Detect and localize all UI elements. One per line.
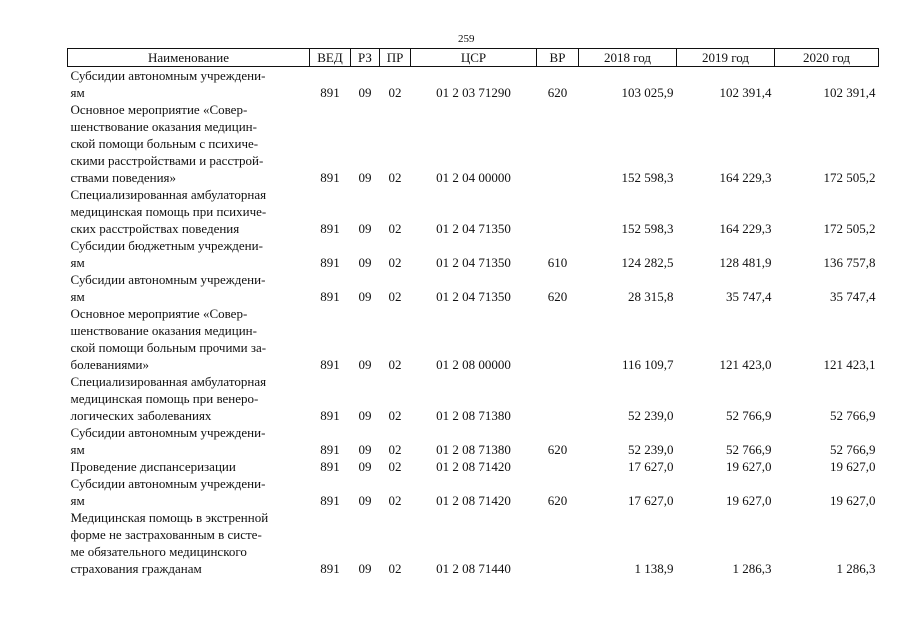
row-2019: 121 423,0 [719, 357, 772, 372]
row-2019: 19 627,0 [726, 493, 772, 508]
row-vr: 610 [547, 255, 568, 270]
row-rz: 09 [358, 357, 372, 372]
row-2020: 172 505,2 [823, 170, 876, 185]
row-ved: 891 [320, 493, 340, 508]
table-body [68, 67, 879, 578]
row-name-line: форме не застрахованным в систе- [70, 527, 262, 542]
table-row [68, 509, 879, 577]
row-2019: 52 766,9 [726, 442, 772, 457]
row-name-line: ям [70, 442, 85, 457]
row-rz: 09 [358, 255, 372, 270]
row-name-line: ских расстройствах поведения [70, 221, 240, 236]
row-2018: 152 598,3 [621, 221, 674, 236]
row-csr: 01 2 08 71420 [436, 459, 511, 474]
row-2019: 19 627,0 [726, 459, 772, 474]
row-ved: 891 [320, 561, 340, 576]
header-2018: 2018 год [579, 49, 677, 67]
row-csr: 01 2 08 71420 [436, 493, 511, 508]
row-ved: 891 [320, 85, 340, 100]
row-vr: 620 [547, 493, 568, 508]
row-name-line: Субсидии автономным учреждени- [70, 272, 266, 287]
table-row [68, 373, 879, 424]
table-row [68, 458, 879, 475]
row-name-line: ям [70, 493, 85, 508]
row-ved: 891 [320, 459, 340, 474]
row-csr: 01 2 04 00000 [436, 170, 511, 185]
header-name: Наименование [68, 49, 310, 67]
row-2018: 28 315,8 [628, 289, 674, 304]
row-2018: 116 109,7 [621, 357, 674, 372]
row-pr: 02 [388, 85, 402, 100]
row-rz: 09 [358, 170, 372, 185]
row-rz: 09 [358, 85, 372, 100]
row-name-line: ской помощи больным прочими за- [70, 340, 267, 355]
row-name-line: Медицинская помощь в экстренной [70, 510, 269, 525]
row-pr: 02 [388, 408, 402, 423]
row-2020: 35 747,4 [830, 289, 876, 304]
row-pr: 02 [388, 357, 402, 372]
header-pr: ПР [380, 49, 411, 67]
row-2020: 52 766,9 [830, 442, 876, 457]
row-rz: 09 [358, 459, 372, 474]
row-vr [537, 186, 579, 237]
row-name-line: скими расстройствами и расстрой- [70, 153, 264, 168]
row-2020: 1 286,3 [836, 561, 876, 576]
row-name-line: медицинская помощь при психиче- [70, 204, 267, 219]
row-pr: 02 [388, 221, 402, 236]
row-rz: 09 [358, 289, 372, 304]
row-2018: 52 239,0 [628, 442, 674, 457]
row-2018: 17 627,0 [628, 493, 674, 508]
row-2019: 35 747,4 [726, 289, 772, 304]
row-name [68, 271, 310, 305]
header-2020: 2020 год [775, 49, 879, 67]
row-name [68, 186, 310, 237]
row-pr: 02 [388, 170, 402, 185]
row-2019: 52 766,9 [726, 408, 772, 423]
row-vr: 620 [547, 289, 568, 304]
table-row [68, 271, 879, 305]
row-pr: 02 [388, 255, 402, 270]
row-pr: 02 [388, 289, 402, 304]
row-2018: 152 598,3 [621, 170, 674, 185]
row-name [68, 373, 310, 424]
table-row [68, 237, 879, 271]
row-2018: 103 025,9 [621, 85, 674, 100]
table-row [68, 475, 879, 509]
row-vr: 620 [547, 85, 568, 100]
row-2018: 124 282,5 [621, 255, 674, 270]
row-2019: 1 286,3 [732, 561, 772, 576]
row-name-line: ям [70, 85, 85, 100]
row-name-line: Проведение диспансеризации [70, 459, 236, 474]
row-name [68, 67, 310, 102]
row-rz: 09 [358, 493, 372, 508]
table-row [68, 424, 879, 458]
row-ved: 891 [320, 357, 340, 372]
row-name-line: ме обязательного медицинского [70, 544, 247, 559]
row-ved: 891 [320, 255, 340, 270]
row-name-line: шенствование оказания медицин- [70, 323, 257, 338]
row-csr: 01 2 08 71440 [436, 561, 511, 576]
row-name-line: Специализированная амбулаторная [70, 187, 267, 202]
row-2018: 1 138,9 [634, 561, 674, 576]
table-row [68, 101, 879, 186]
row-csr: 01 2 04 71350 [436, 221, 511, 236]
header-2019: 2019 год [677, 49, 775, 67]
row-csr: 01 2 04 71350 [436, 255, 511, 270]
row-pr: 02 [388, 459, 402, 474]
header-ved: ВЕД [310, 49, 351, 67]
row-name-line: Специализированная амбулаторная [70, 374, 267, 389]
row-ved: 891 [320, 170, 340, 185]
row-ved: 891 [320, 408, 340, 423]
row-name-line: Основное мероприятие «Совер- [70, 306, 248, 321]
row-name-line: Основное мероприятие «Совер- [70, 102, 248, 117]
row-name [68, 509, 310, 577]
row-vr [537, 101, 579, 186]
row-2020: 136 757,8 [823, 255, 876, 270]
header-row [68, 49, 879, 67]
row-2020: 19 627,0 [830, 493, 876, 508]
row-name-line: ям [70, 289, 85, 304]
row-name-line: ской помощи больным с психиче- [70, 136, 259, 151]
row-name [68, 475, 310, 509]
header-vr: ВР [537, 49, 579, 67]
row-name-line: медицинская помощь при венеро- [70, 391, 259, 406]
table-row [68, 186, 879, 237]
row-2019: 164 229,3 [719, 170, 772, 185]
row-vr [537, 458, 579, 475]
header-rz: РЗ [351, 49, 380, 67]
row-name-line: ствами поведения» [70, 170, 177, 185]
row-2020: 52 766,9 [830, 408, 876, 423]
row-2018: 17 627,0 [628, 459, 674, 474]
row-csr: 01 2 04 71350 [436, 289, 511, 304]
row-2019: 128 481,9 [719, 255, 772, 270]
table-row [68, 305, 879, 373]
row-vr [537, 509, 579, 577]
row-csr: 01 2 08 71380 [436, 442, 511, 457]
row-pr: 02 [388, 561, 402, 576]
row-csr: 01 2 08 00000 [436, 357, 511, 372]
row-name [68, 305, 310, 373]
row-2020: 121 423,1 [823, 357, 876, 372]
row-2019: 164 229,3 [719, 221, 772, 236]
row-csr: 01 2 08 71380 [436, 408, 511, 423]
row-name [68, 458, 310, 475]
row-ved: 891 [320, 289, 340, 304]
row-name-line: ям [70, 255, 85, 270]
row-2020: 19 627,0 [830, 459, 876, 474]
budget-table [67, 48, 879, 577]
page-number: 259 [458, 33, 475, 45]
row-rz: 09 [358, 221, 372, 236]
row-2019: 102 391,4 [719, 85, 772, 100]
row-rz: 09 [358, 408, 372, 423]
row-pr: 02 [388, 493, 402, 508]
row-name-line: Субсидии бюджетным учреждени- [70, 238, 263, 253]
row-name-line: Субсидии автономным учреждени- [70, 476, 266, 491]
row-name [68, 237, 310, 271]
row-name-line: Субсидии автономным учреждени- [70, 425, 266, 440]
row-2018: 52 239,0 [628, 408, 674, 423]
row-ved: 891 [320, 221, 340, 236]
row-2020: 102 391,4 [823, 85, 876, 100]
row-vr [537, 373, 579, 424]
row-name-line: болеваниями» [70, 357, 150, 372]
table-row [68, 67, 879, 102]
row-pr: 02 [388, 442, 402, 457]
row-name [68, 101, 310, 186]
row-rz: 09 [358, 561, 372, 576]
row-name-line: страхования гражданам [70, 561, 202, 576]
row-vr [537, 305, 579, 373]
row-name [68, 424, 310, 458]
header-csr: ЦСР [411, 49, 537, 67]
row-vr: 620 [547, 442, 568, 457]
row-rz: 09 [358, 442, 372, 457]
row-name-line: шенствование оказания медицин- [70, 119, 257, 134]
row-name-line: Субсидии автономным учреждени- [70, 68, 266, 83]
row-ved: 891 [320, 442, 340, 457]
row-csr: 01 2 03 71290 [436, 85, 511, 100]
row-2020: 172 505,2 [823, 221, 876, 236]
row-name-line: логических заболеваниях [70, 408, 212, 423]
